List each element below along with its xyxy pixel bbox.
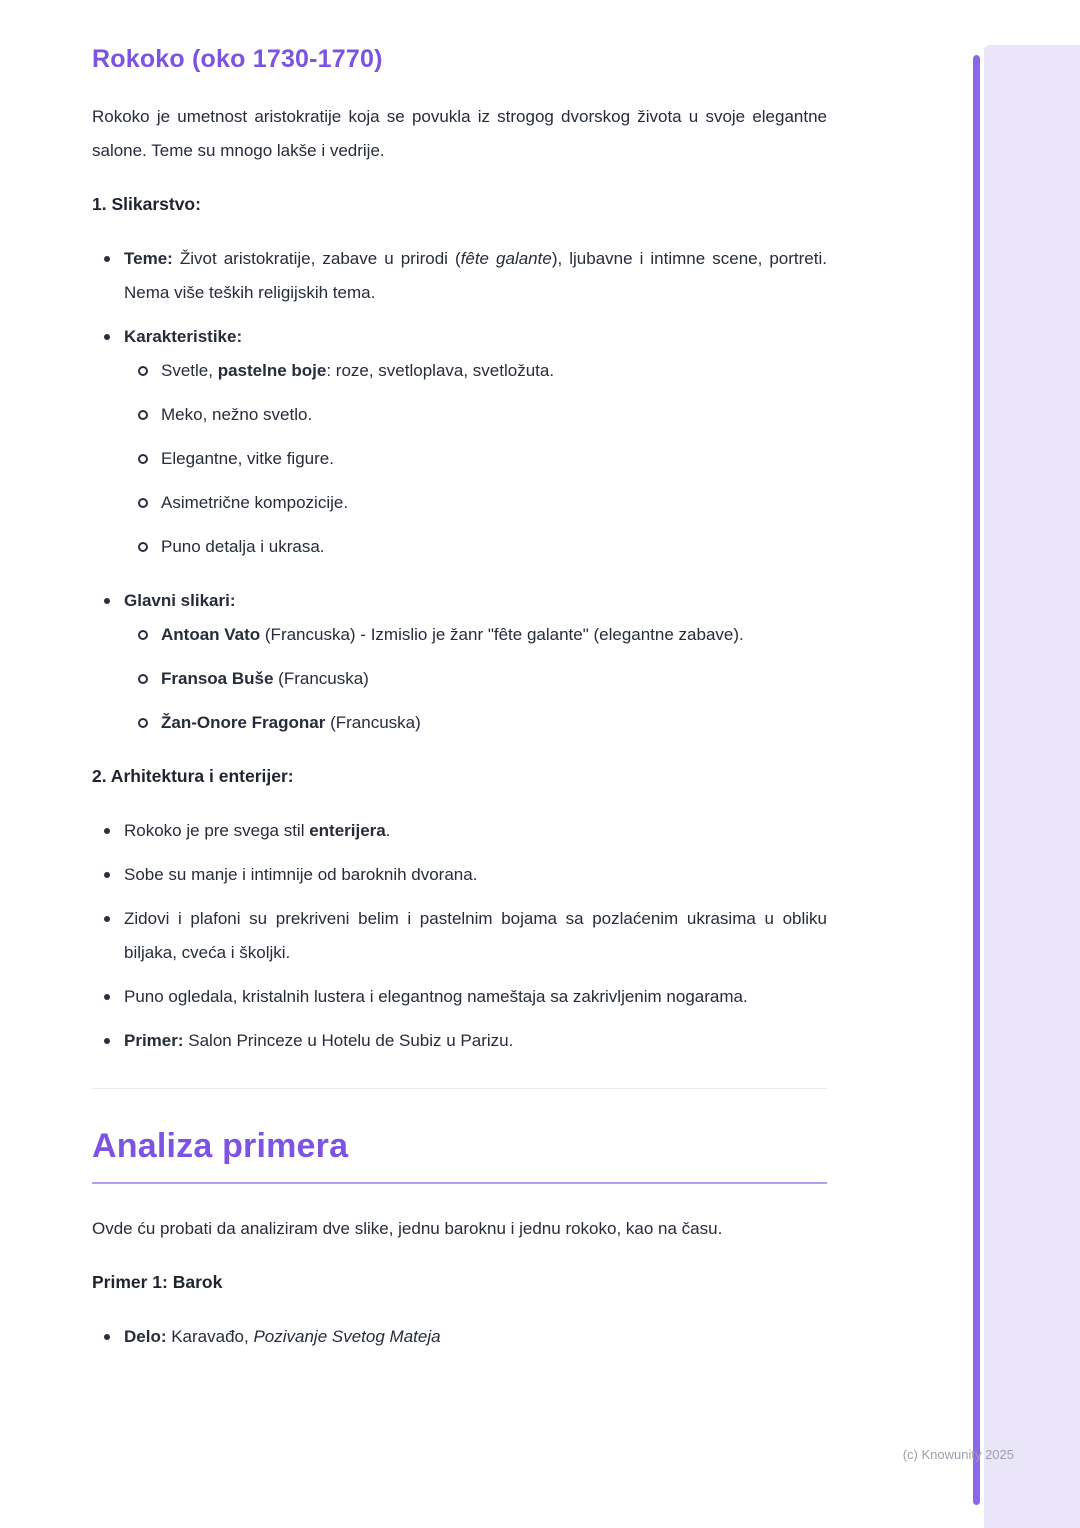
bullet-icon bbox=[138, 454, 148, 464]
list-item bbox=[104, 320, 827, 574]
list-item-body bbox=[124, 584, 827, 750]
list-item bbox=[138, 354, 827, 388]
list-item bbox=[104, 858, 827, 892]
intro-paragraph: Rokoko je umetnost aristokratije koja se povukla iz strogog dvorskog života u svoje elegantne salone. Teme su mnogo lakše i vedrije. bbox=[92, 107, 827, 160]
text-segment: (Francuska) bbox=[273, 669, 369, 688]
text-segment: (Francuska) bbox=[325, 713, 421, 732]
list-item bbox=[104, 814, 827, 848]
list-item-text bbox=[161, 442, 827, 476]
list-item-text bbox=[161, 486, 827, 520]
text-segment: Pozivanje Svetog Mateja bbox=[253, 1327, 441, 1347]
list-item-text bbox=[124, 320, 827, 354]
text-segment: enterijera bbox=[309, 821, 386, 840]
bullet-icon bbox=[138, 366, 148, 376]
list-item bbox=[104, 902, 827, 970]
section-title-rokoko: Rokoko (oko 1730-1770) bbox=[92, 45, 383, 73]
painting-list bbox=[92, 242, 827, 750]
sub-list bbox=[138, 354, 827, 564]
bullet-icon bbox=[104, 872, 110, 878]
page-edge-strip bbox=[984, 45, 1080, 1528]
list-item bbox=[138, 662, 827, 696]
text-segment: Delo: bbox=[124, 1327, 167, 1347]
list-item-text bbox=[124, 902, 827, 970]
text-segment: Glavni slikari: bbox=[124, 591, 236, 610]
text-segment: : roze, svetloplava, svetložuta. bbox=[326, 361, 555, 380]
watermark: (c) Knowunity 2025 bbox=[902, 1447, 1014, 1462]
text-segment: fête galante bbox=[460, 249, 552, 268]
text-segment: ), ljubavne i intimne scene, portreti. Nema više teških religijskih tema. bbox=[124, 249, 827, 302]
bullet-icon bbox=[138, 630, 148, 640]
list-item bbox=[138, 706, 827, 740]
list-item-body bbox=[124, 980, 827, 1014]
list-item-body bbox=[124, 320, 827, 574]
list-item-text bbox=[161, 398, 827, 432]
bullet-icon bbox=[104, 1038, 110, 1044]
analysis-title: Analiza primera bbox=[92, 1127, 827, 1184]
list-item-text bbox=[124, 980, 827, 1014]
bullet-icon bbox=[138, 410, 148, 420]
list-item-text bbox=[124, 1024, 827, 1058]
text-segment: Asimetrične kompozicije. bbox=[161, 493, 349, 512]
text-segment: Salon Princeze u Hotelu de Subiz u Parizu. bbox=[183, 1031, 514, 1050]
list-item-body bbox=[161, 530, 827, 564]
list-item bbox=[104, 1024, 827, 1058]
list-item-body bbox=[161, 662, 827, 696]
list-item-text bbox=[161, 706, 827, 740]
text-segment: Rokoko je pre svega stil bbox=[124, 821, 310, 840]
list-item-text bbox=[161, 530, 827, 564]
list-item-body bbox=[124, 902, 827, 970]
bullet-icon bbox=[104, 1334, 110, 1340]
bullet-icon bbox=[138, 718, 148, 728]
text-segment: . bbox=[385, 821, 391, 840]
list-item-text bbox=[161, 354, 827, 388]
text-segment: Puno ogledala, kristalnih lustera i elegantnog nameštaja sa zakrivljenim nogarama. bbox=[124, 987, 748, 1006]
bullet-icon bbox=[104, 598, 110, 604]
list-item-body bbox=[161, 618, 827, 652]
architecture-list bbox=[92, 814, 827, 1058]
bullet-icon bbox=[104, 916, 110, 922]
list-item-text bbox=[124, 242, 827, 310]
text-segment: (Francuska) - Izmislio je žanr "fête galante" (elegantne zabave). bbox=[260, 625, 744, 644]
list-item bbox=[104, 242, 827, 310]
text-segment: Sobe su manje i intimnije od baroknih dvorana. bbox=[124, 865, 478, 884]
list-item-body bbox=[124, 242, 827, 310]
section-divider bbox=[92, 1088, 827, 1089]
bullet-icon bbox=[138, 498, 148, 508]
list-item bbox=[104, 1320, 827, 1354]
bullet-icon bbox=[104, 994, 110, 1000]
text-segment: Žan-Onore Fragonar bbox=[161, 713, 326, 732]
text-segment: Karakteristike: bbox=[124, 327, 243, 346]
list-item-body bbox=[124, 1024, 827, 1058]
list-item-body bbox=[124, 1320, 827, 1354]
bullet-icon bbox=[104, 828, 110, 834]
list-item bbox=[104, 980, 827, 1014]
document-content bbox=[92, 44, 827, 1364]
text-segment: Puno detalja i ukrasa. bbox=[161, 537, 325, 556]
list-item-text bbox=[124, 584, 827, 618]
list-item bbox=[104, 584, 827, 750]
heading-primer1: Primer 1: Barok bbox=[92, 1272, 223, 1293]
list-item bbox=[138, 618, 827, 652]
text-segment: Elegantne, vitke figure. bbox=[161, 449, 334, 468]
bullet-icon bbox=[104, 334, 110, 340]
text-segment: Karavađo, bbox=[166, 1327, 254, 1347]
list-item-text bbox=[124, 858, 827, 892]
text-segment: Meko, nežno svetlo. bbox=[161, 405, 313, 424]
text-segment: Svetle, bbox=[161, 361, 218, 380]
text-segment: Teme: bbox=[124, 249, 180, 268]
bullet-icon bbox=[138, 542, 148, 552]
heading-slikarstvo: 1. Slikarstvo: bbox=[92, 194, 201, 214]
list-item bbox=[138, 530, 827, 564]
list-item-body bbox=[161, 354, 827, 388]
sub-list bbox=[138, 618, 827, 740]
text-segment: Život aristokratije, zabave u prirodi ( bbox=[179, 249, 461, 268]
text-segment: pastelne boje bbox=[217, 361, 327, 380]
list-item-body bbox=[161, 486, 827, 520]
list-item bbox=[138, 486, 827, 520]
text-segment: Zidovi i plafoni su prekriveni belim i pastelnim bojama sa pozlaćenim ukrasima u obliku biljaka, cveća i školjki. bbox=[124, 909, 827, 962]
list-item bbox=[138, 398, 827, 432]
list-item-text bbox=[161, 662, 827, 696]
text-segment: Fransoa Buše bbox=[161, 669, 274, 688]
list-item-body bbox=[124, 814, 827, 848]
text-segment: Primer: bbox=[124, 1031, 184, 1050]
list-item-text bbox=[124, 1320, 827, 1354]
list-item-body bbox=[161, 398, 827, 432]
list-item-text bbox=[124, 814, 827, 848]
bullet-icon bbox=[138, 674, 148, 684]
list-item-body bbox=[161, 706, 827, 740]
page-edge-bar bbox=[973, 55, 980, 1505]
list-item-text bbox=[161, 618, 827, 652]
example1-list bbox=[92, 1320, 827, 1354]
analysis-intro: Ovde ću probati da analiziram dve slike, jednu baroknu i jednu rokoko, kao na času. bbox=[92, 1219, 723, 1239]
list-item bbox=[138, 442, 827, 476]
text-segment: Antoan Vato bbox=[161, 625, 261, 644]
list-item-body bbox=[124, 858, 827, 892]
bullet-icon bbox=[104, 256, 110, 262]
list-item-body bbox=[161, 442, 827, 476]
heading-arhitektura: 2. Arhitektura i enterijer: bbox=[92, 766, 294, 786]
